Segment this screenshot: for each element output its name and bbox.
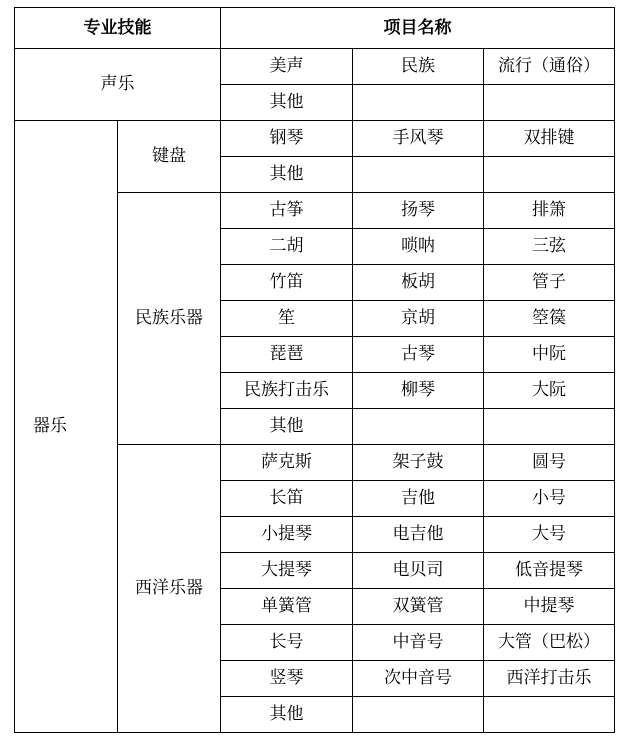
table-cell: 中音号 [353,625,484,661]
table-cell: 板胡 [353,265,484,301]
table-cell: 吉他 [353,481,484,517]
table-cell: 二胡 [221,229,353,265]
table-cell [484,85,615,121]
table-cell: 大提琴 [221,553,353,589]
table-cell: 中提琴 [484,589,615,625]
table-cell [353,85,484,121]
skills-table [14,7,615,733]
table-cell: 民族 [353,49,484,85]
table-cell: 其他 [221,409,353,445]
table-row [15,49,615,85]
table-cell: 管子 [484,265,615,301]
table-cell: 柳琴 [353,373,484,409]
table-cell [353,697,484,733]
table-cell: 箜篌 [484,301,615,337]
table-cell: 西洋打击乐 [484,661,615,697]
table-cell: 低音提琴 [484,553,615,589]
table-cell [353,409,484,445]
table-cell: 其他 [221,157,353,193]
header-items: 项目名称 [221,8,615,49]
table-cell: 架子鼓 [353,445,484,481]
table-cell: 单簧管 [221,589,353,625]
table-cell: 笙 [221,301,353,337]
table-cell: 美声 [221,49,353,85]
keyboard-label: 键盘 [118,121,221,193]
table-cell: 长号 [221,625,353,661]
table-cell: 京胡 [353,301,484,337]
header-skill: 专业技能 [15,8,221,49]
table-cell: 电吉他 [353,517,484,553]
table-cell: 小号 [484,481,615,517]
table-cell: 双排键 [484,121,615,157]
table-cell: 竖琴 [221,661,353,697]
table-cell: 排箫 [484,193,615,229]
table-cell [484,697,615,733]
table-cell: 大阮 [484,373,615,409]
table-cell: 小提琴 [221,517,353,553]
table-cell: 中阮 [484,337,615,373]
table-cell: 圆号 [484,445,615,481]
table-cell: 唢呐 [353,229,484,265]
table-cell: 流行（通俗） [484,49,615,85]
table-cell: 三弦 [484,229,615,265]
table-cell: 民族打击乐 [221,373,353,409]
table-cell [484,409,615,445]
header-row [15,8,615,49]
table-cell: 钢琴 [221,121,353,157]
instrumental-label: 器乐 [15,121,118,733]
table-cell [353,157,484,193]
table-cell: 古筝 [221,193,353,229]
table-cell: 琵琶 [221,337,353,373]
table-cell: 大管（巴松） [484,625,615,661]
table-cell: 竹笛 [221,265,353,301]
table-cell: 长笛 [221,481,353,517]
table-cell: 古琴 [353,337,484,373]
table-cell: 其他 [221,85,353,121]
table-cell: 电贝司 [353,553,484,589]
vocal-label: 声乐 [15,49,221,121]
table-cell: 双簧管 [353,589,484,625]
table-row [15,121,615,157]
table-cell: 手风琴 [353,121,484,157]
table-cell: 次中音号 [353,661,484,697]
western-instruments-label: 西洋乐器 [118,445,221,733]
table-cell: 扬琴 [353,193,484,229]
table-cell: 大号 [484,517,615,553]
table-cell: 其他 [221,697,353,733]
table-cell: 萨克斯 [221,445,353,481]
chinese-instruments-label: 民族乐器 [118,193,221,445]
table-cell [484,157,615,193]
